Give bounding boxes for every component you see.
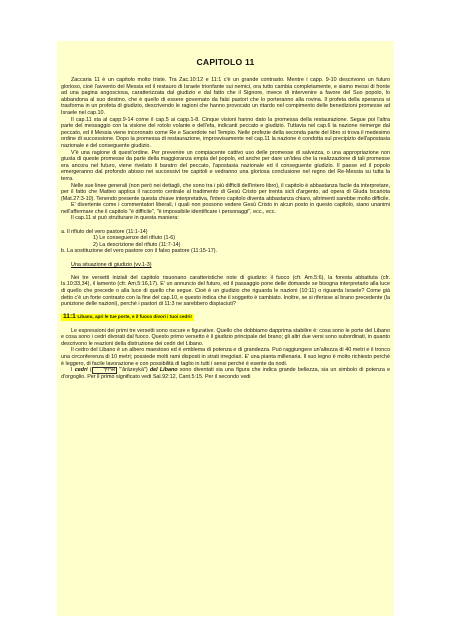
outline-item-a: a. Il rifiuto del vero pastore (11:1-14): [61, 228, 148, 235]
paragraph-outline-intro: Il cap.11 si può strutturare in questa maniera:: [71, 215, 179, 222]
chapter-title: CAPITOLO 11: [196, 57, 255, 67]
paragraph-cedars-symbol: I cedri ( ארזיך "'ărāzeykā") del Libano sono diventati sia una figura che indica grande bellezza, sia un simbolo di potenza e d'orgoglio. Per il primo significato vedi Sal.92:12, Cant.5:15. Per il secondo vedi: [61, 367, 391, 381]
transliteration-close: "): [143, 367, 148, 374]
text-fragment-end: sono diventati sia una figura che indica grande bellezza, sia un simbolo di potenza e d'orgoglio. Per il primo significato vedi Sal.92:12, Cant.5:15. Per il secondo vedi: [61, 367, 391, 381]
word-del: del: [149, 367, 158, 374]
paragraph-interpretation: Nelle sue linee generali (non però nei dettagli, che sono tra i più difficili dell'intero libro), il capitolo è abbastanza facile da interpretare, per il fatto che Matteo applica il racconto centrale al tradimento di Gesù Cristo per trenta sicli d'argento, ad opera di Giuda Iscariota (Mat.27:3-10). Tenendo presente questa chiave interpretativa, l'intero capitolo diventa abbastanza chiaro, altrimenti sarebbe molto difficile.: [61, 182, 390, 202]
paragraph-cedar: Il cedro del Libano è un albero maestoso ed è emblema di potenza e di grandezza. Può raggiungere un'altezza di 40 metri e il tronco una circonferenza di 10 metri; possiede molti rami disposti in strati irregolari. E' una pianta millenaria. Il suo legno è molto richiesto perché è leggero, di facile lavorazione e con possibilità di taglio in tutti i sensi perché è esente da nodi.: [61, 347, 390, 367]
section-heading-text: Una situazione di giudizio (vv.1-3): [71, 261, 152, 268]
text-fragment: I: [71, 367, 73, 374]
verse-text: Libano, apri le tue porte, e il fuoco divori i tuoi cedri!: [77, 314, 192, 320]
hebrew-word: ארזיך: [92, 367, 117, 374]
paragraph-expressions: Le espressioni dei primi tre versetti sono oscure e figurative. Quello che dobbiamo dapprima stabilire è: cosa sono le porte del Libano e cosa sono i cedri divorati dal fuoco. Questo primo versetto è il giudizio principale del brano; gli altri due versi sono subordinati, in quanto descrivono le reazioni della distruzione dei cedri del Libano.: [61, 327, 390, 347]
verse-reference: 11:1: [63, 313, 76, 321]
verse-highlight: [61, 314, 194, 321]
document-page: [57, 41, 394, 616]
outline-item-a2: 2) La descrizione del rifiuto (11:7-14): [93, 241, 181, 248]
outline-item-a1: 1) Le conseguenze del rifiuto (1-6): [93, 235, 176, 242]
verse-quote: [61, 314, 390, 321]
transliteration: "'ărāzeykā: [119, 367, 144, 374]
word-libano: Libano: [159, 367, 178, 374]
paragraph-judgement: Nei tre versetti iniziali del capitolo risuonano caratteristiche note di giudizio: il fuoco (cfr. Am.5:6), la foresta abbattuta (cfr. Is.10:33,34), il lamento (cfr. Am.5:16,17). E' un annuncio del futuro, ed il passaggio pone delle domande se bisogna interpretarlo alla luce di quello che precede o alla luce di quello che segue. Cioè è un giudizio che riguarda le nazioni (10:11) o riguarda Israele? Come già detto c'è un forte contrasto con la fine del cap.10, e questo indica che il soggetto è cambiato. Inoltre, se si riferisse al brano precedente (la punizione delle nazioni), perché i pastori di 11:3 ne sarebbero dispiaciuti?: [61, 274, 390, 308]
outline-item-b: b. La sostituzione del vero pastore con il falso pastore (11:15-17).: [61, 248, 218, 255]
paragraph-intro: Zaccaria 11 è un capitolo molto triste. Tra Zac.10:12 e 11:1 c'è un grande contrasto. Mentre i capp. 9-10 descrivono un futuro glorioso, cioè l'avvento del Messia ed il restauro di Israele trionfante sui nemici, ora tutto cambia completamente, e siamo messi di fronte ad una pagina angosciosa, caratterizzata dal giudizio e dal fatto che il Signore, invece di intervenire a favore del Suo popolo, lo abbandona al suo destino, che è quello di essere governato da falsi pastori che lo porteranno alla rovina. Il profeta della speranza si trasforma in un profeta di giudizio, descrivendo le ragioni che hanno provocato un ritardo nel compimento delle benedizioni promesse ad Israele nel cap.10.: [61, 77, 390, 116]
section-heading: [61, 262, 390, 269]
paragraph-structure: Il cap.11 sta al capp.9-14 come il cap.5 ai capp.1-8. Cinque visioni hanno dato la promessa della restaurazione. Segue poi l'altra parte del messaggio con la visione del rotolo volante e dell'efa, indicanti peccato e giudizio. Tuttavia nel cap.6 la nazione riemerge dal peccato, ed il Messia viene incoronato come Re e Sacerdote nel Tempio. Nelle profezie della seconda parte del libro si trova il medesimo ordine di successione. Dopo la promessa di restaurazione, improvvisamente nel cap.11 la nazione è condotta sul precipizio dell'apostasia nazionale e del conseguente giudizio.: [61, 116, 390, 149]
document-body: [57, 77, 394, 381]
word-cedri: cedri: [74, 367, 88, 374]
paragraph-commentators: E' divertente come i commentatori liberali, i quali non possono vedere Gesù Cristo in alcun posto in questo capitolo, siano unanimi nell'affermare che il capitolo "è difficile", "è impossibile identificare i personaggi", ecc., ecc.: [61, 202, 390, 215]
paragraph-reason: V'è una ragione di quest'ordine. Per prevenire un compiacente cattivo uso delle promesse di salvezza, o una appropriazione non giusta di queste promesse da parte della maggioranza empia del popolo, ed anche per dare un'idea che la realizzazione di tali promesse era ancora nel futuro, viene rivelato il baratro del peccato, l'apostasia nazionale ed il conseguente giudizio. Il paese ed il popolo emergeranno dal profondo abisso nei successivi tre capitoli e vedranno una gloriosa conclusione nel regno del Re-Messia su tutta la terra.: [61, 149, 390, 182]
